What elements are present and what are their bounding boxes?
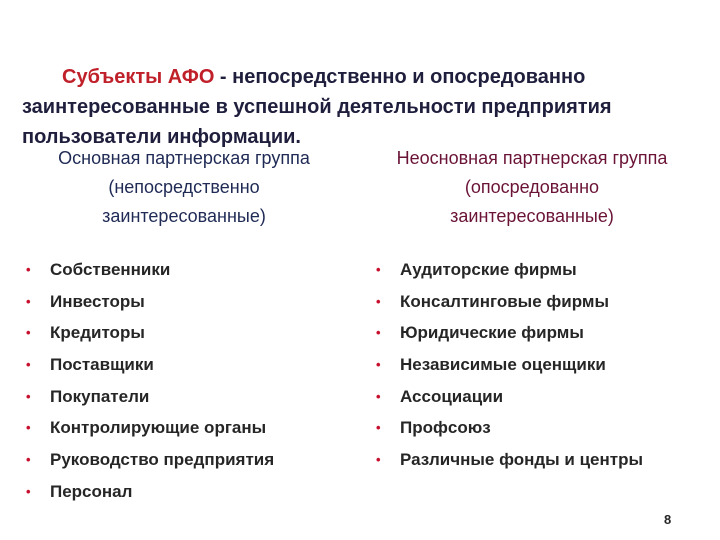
title-accent: Субъекты АФО bbox=[62, 66, 215, 88]
list-item bbox=[24, 286, 274, 318]
bullet-icon: • bbox=[26, 483, 31, 499]
bullet-icon: • bbox=[26, 293, 31, 309]
list-item bbox=[374, 349, 643, 381]
slide-title bbox=[22, 62, 702, 152]
list-item bbox=[24, 254, 274, 286]
list-item bbox=[374, 286, 643, 318]
bullet-icon: • bbox=[376, 357, 381, 373]
list-item bbox=[374, 317, 643, 349]
bullet-icon: • bbox=[376, 262, 381, 277]
bullet-icon: • bbox=[26, 388, 31, 404]
list-item-label: Собственники bbox=[50, 260, 171, 279]
bullet-icon: • bbox=[26, 262, 31, 277]
page-number: 8 bbox=[664, 512, 672, 527]
list-item-label: Аудиторские фирмы bbox=[400, 260, 577, 279]
list-item-label: Поставщики bbox=[50, 355, 154, 375]
list-item-label: Юридические фирмы bbox=[400, 323, 584, 343]
list-item-label: Контролирующие органы bbox=[50, 418, 267, 438]
left-column-list bbox=[24, 254, 274, 508]
bullet-icon: • bbox=[376, 293, 381, 309]
list-item bbox=[24, 381, 274, 413]
list-item-label: Ассоциации bbox=[400, 386, 504, 406]
list-item bbox=[24, 476, 274, 508]
bullet-icon: • bbox=[26, 325, 31, 341]
list-item bbox=[374, 412, 643, 444]
list-item-label: Персонал bbox=[50, 481, 133, 501]
list-item-label: Кредиторы bbox=[50, 323, 145, 343]
bullet-icon: • bbox=[26, 420, 31, 436]
list-item bbox=[24, 412, 274, 444]
title-rest: - непосредственно и опосредованно заинтересованные в успешной деятельности предприятия пользователи информации. bbox=[22, 66, 612, 148]
right-column-list bbox=[374, 254, 643, 476]
list-item-label: Покупатели bbox=[50, 386, 150, 406]
list-item bbox=[374, 381, 643, 413]
bullet-icon: • bbox=[26, 452, 31, 468]
bullet-icon: • bbox=[376, 388, 381, 404]
bullet-icon: • bbox=[376, 325, 381, 341]
list-item bbox=[24, 349, 274, 381]
list-item-label: Инвесторы bbox=[50, 291, 145, 311]
list-item-label: Различные фонды и центры bbox=[400, 450, 643, 470]
list-item bbox=[374, 254, 643, 286]
bullet-icon: • bbox=[376, 420, 381, 436]
list-item-label: Консалтинговые фирмы bbox=[400, 291, 609, 311]
list-item-label: Руководство предприятия bbox=[50, 450, 275, 470]
list-item bbox=[374, 444, 643, 476]
left-column-heading: Основная партнерская группа (непосредственно заинтересованные) bbox=[58, 148, 310, 226]
list-item-label: Независимые оценщики bbox=[400, 355, 606, 375]
list-item-label: Профсоюз bbox=[400, 418, 491, 438]
right-column-heading: Неосновная партнерская группа (опосредованно заинтересованные) bbox=[396, 148, 668, 226]
list-item bbox=[24, 317, 274, 349]
bullet-icon: • bbox=[26, 357, 31, 373]
bullet-icon: • bbox=[376, 452, 381, 468]
list-item bbox=[24, 444, 274, 476]
